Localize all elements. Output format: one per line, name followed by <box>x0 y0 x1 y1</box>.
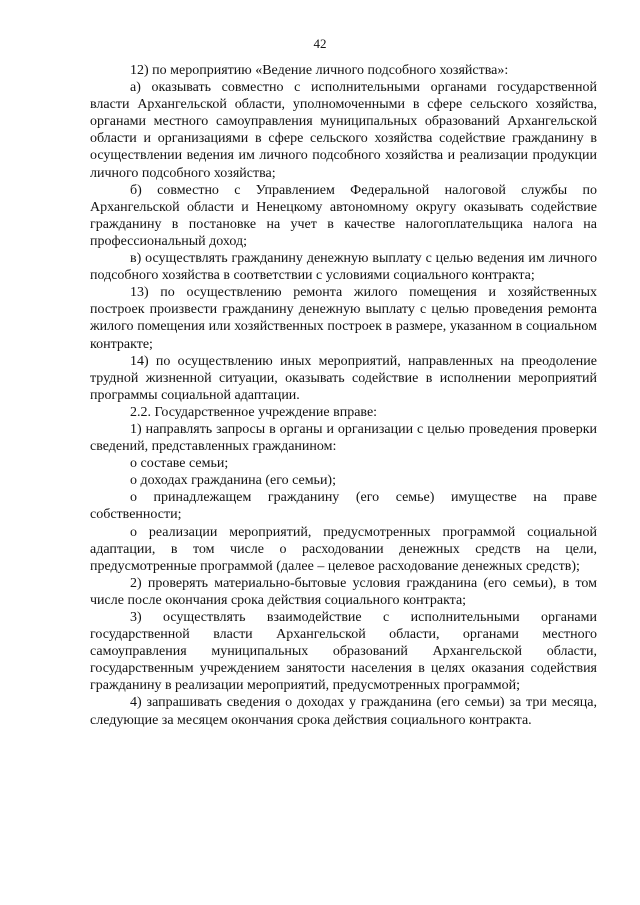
paragraph-family-income: о доходах гражданина (его семьи); <box>130 473 336 489</box>
page-number: 42 <box>313 36 327 51</box>
paragraph-item-14: 14) по осуществлению иных мероприятий, направленных на преодоление трудной жизненной ситуации, оказывать содействие в исполнении мероприятий программы социальной адаптации. <box>90 353 597 403</box>
paragraph-item-12: 12) по мероприятию «Ведение личного подсобного хозяйства»: <box>130 63 509 78</box>
paragraph-item-12v: в) осуществлять гражданину денежную выплату с целью ведения им личного подсобного хозяйства в соответствии с условиями социального контракта; <box>90 251 597 284</box>
document-body <box>90 62 597 729</box>
section-heading-2-2: 2.2. Государственное учреждение вправе: <box>130 404 378 420</box>
paragraph-item-12b: б) совместно с Управлением Федеральной налоговой службы по Архангельской области и Ненецкому автономному округу оказывать содействие гражданину в постановке на учет в качестве налогоплательщика налога на профессиональный доход; <box>90 182 597 249</box>
paragraph-right-3: 3) осуществлять взаимодействие с исполнительными органами государственной власти Архангельской области, органами местного самоуправления муниципальных образований Архангельской области, государственным учреждением занятости населения в целях оказания содействия гражданину в реализации мероприятий, предусмотренных программой; <box>90 610 597 694</box>
paragraph-program-implementation: о реализации мероприятий, предусмотренных программой социальной адаптации, в том числе о расходовании денежных средств на цели, предусмотренные программой (далее – целевое расходование денежных средств); <box>90 524 597 574</box>
paragraph-item-12a: а) оказывать совместно с исполнительными органами государственной власти Архангельской области, уполномоченными в сфере сельского хозяйства, органами местного самоуправления муниципальных образований Архангельской области и организациями в сфере сельского хозяйства содействие гражданину в осуществлении ведения им личного подсобного хозяйства и реализации продукции личного подсобного хозяйства; <box>90 80 597 181</box>
paragraph-property: о принадлежащем гражданину (его семье) имуществе на праве собственности; <box>90 490 597 523</box>
paragraph-item-13: 13) по осуществлению ремонта жилого помещения и хозяйственных построек произвести гражданину денежную выплату с целью проведения ремонта жилого помещения или хозяйственных построек в размере, указанном в социальном контракте; <box>90 285 597 352</box>
paragraph-family-composition: о составе семьи; <box>130 456 229 472</box>
paragraph-right-4: 4) запрашивать сведения о доходах у гражданина (его семьи) за три месяца, следующие за месяцем окончания срока действия социального контракта. <box>90 695 597 728</box>
paragraph-right-1: 1) направлять запросы в органы и организации с целью проведения проверки сведений, представленных гражданином: <box>90 421 597 455</box>
paragraph-right-2: 2) проверять материально-бытовые условия гражданина (его семьи), в том числе после окончания срока действия социального контракта; <box>90 575 597 608</box>
